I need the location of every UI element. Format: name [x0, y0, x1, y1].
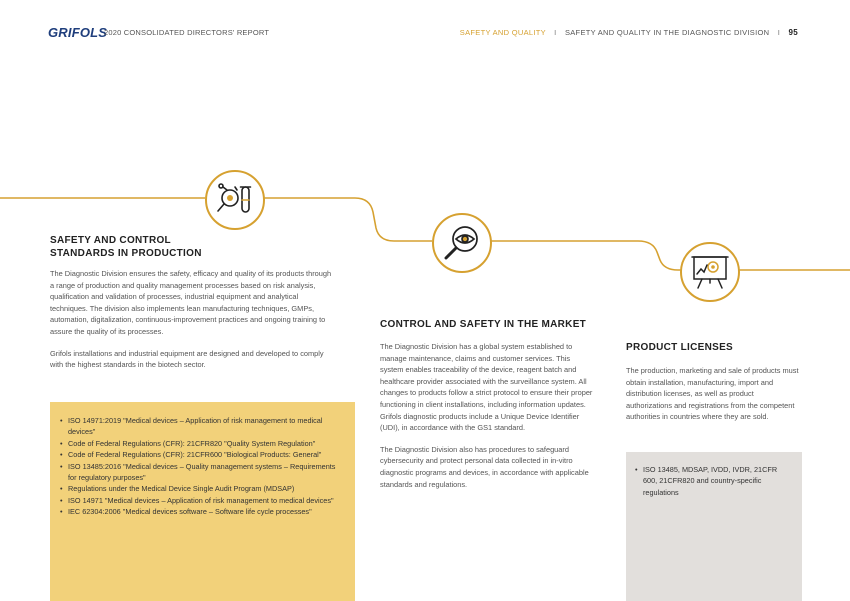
list-item: • Regulations under the Medical Device Single Audit Program (MDSAP) [60, 483, 343, 494]
production-standards-list [60, 415, 343, 518]
report-title: 2020 CONSOLIDATED DIRECTORS' REPORT [104, 28, 270, 37]
list-item: • ISO 13485:2016 "Medical devices – Quality management systems – Requirements for regulatory purposes" [60, 461, 343, 484]
breadcrumb-subsection: SAFETY AND QUALITY IN THE DIAGNOSTIC DIVISION [564, 28, 770, 37]
lab-magnifier-icon [213, 178, 257, 222]
production-icon-circle [205, 170, 265, 230]
licenses-standards-box [626, 452, 802, 601]
market-icon-circle [432, 213, 492, 273]
licenses-body [626, 365, 801, 433]
breadcrumb-separator: I [554, 28, 557, 37]
production-heading [50, 234, 250, 260]
licenses-paragraph: The production, marketing and sale of products must obtain installation, manufacturing, import and distribution licenses, as well as product authorizations and registrations from the competent authorities in countries where they are sold. [626, 366, 799, 422]
market-body [380, 341, 595, 500]
market-paragraph: The Diagnostic Division also has procedures to safeguard cybersecurity and protect personal data collected in in-vitro diagnostic programs and devices, in accordance with applicable standards and regulations. [380, 444, 589, 489]
licenses-icon-circle [680, 242, 740, 302]
eye-magnifier-icon [440, 221, 484, 265]
market-heading: CONTROL AND SAFETY IN THE MARKET [380, 319, 587, 330]
breadcrumb-separator: I [777, 28, 781, 37]
list-item: • Code of Federal Regulations (CFR): 21CFR600 "Biological Products: General" [60, 449, 343, 460]
grifols-logo: GRIFOLS [48, 25, 108, 40]
licenses-heading: PRODUCT LICENSES [626, 342, 734, 353]
licenses-standards-list [635, 464, 792, 498]
production-standards-box [50, 402, 355, 601]
page-number: 95 [788, 28, 798, 37]
production-paragraph: The Diagnostic Division ensures the safety, efficacy and quality of its products through a range of production and quality management processes based on risk analysis, qualification and validation of processes, industrial equipment and analytical techniques. The division also implements lean manufacturing techniques, GMPs, automation, digitalization, continuous-improvement practices and ongoing training to assure the quality of its processes. [50, 269, 332, 336]
presentation-board-icon [688, 250, 732, 294]
production-body [50, 268, 335, 381]
list-item: • IEC 62304:2006 "Medical devices software – Software life cycle processes" [60, 506, 343, 517]
list-item: • Code of Federal Regulations (CFR): 21CFR820 "Quality System Regulation" [60, 438, 343, 449]
market-paragraph: The Diagnostic Division has a global system established to manage maintenance, claims and customer services. This system enables traceability of the device, reagent batch and healthcare provider associated with the surveillance system. All changes to products follow a strict protocol to ensure their proper functioning in client installations, including information updates. Grifols diagnostic products include a Unique Device Identifier (UDI), in accordance with the GS1 standard. [380, 342, 593, 433]
production-heading-line1: SAFETY AND CONTROL [50, 235, 171, 246]
list-item: • ISO 14971 "Medical devices – Application of risk management to medical devices" [60, 495, 343, 506]
production-paragraph: Grifols installations and industrial equipment are designed and developed to comply with the highest standards in the biotech sector. [50, 348, 324, 370]
production-heading-line2: STANDARDS IN PRODUCTION [50, 248, 202, 259]
list-item: • ISO 13485, MDSAP, IVDD, IVDR, 21CFR 600, 21CFR820 and country-specific regulations [635, 464, 792, 498]
list-item: • ISO 14971:2019 "Medical devices – Application of risk management to medical devices" [60, 415, 343, 438]
breadcrumb-section: SAFETY AND QUALITY [459, 28, 546, 37]
